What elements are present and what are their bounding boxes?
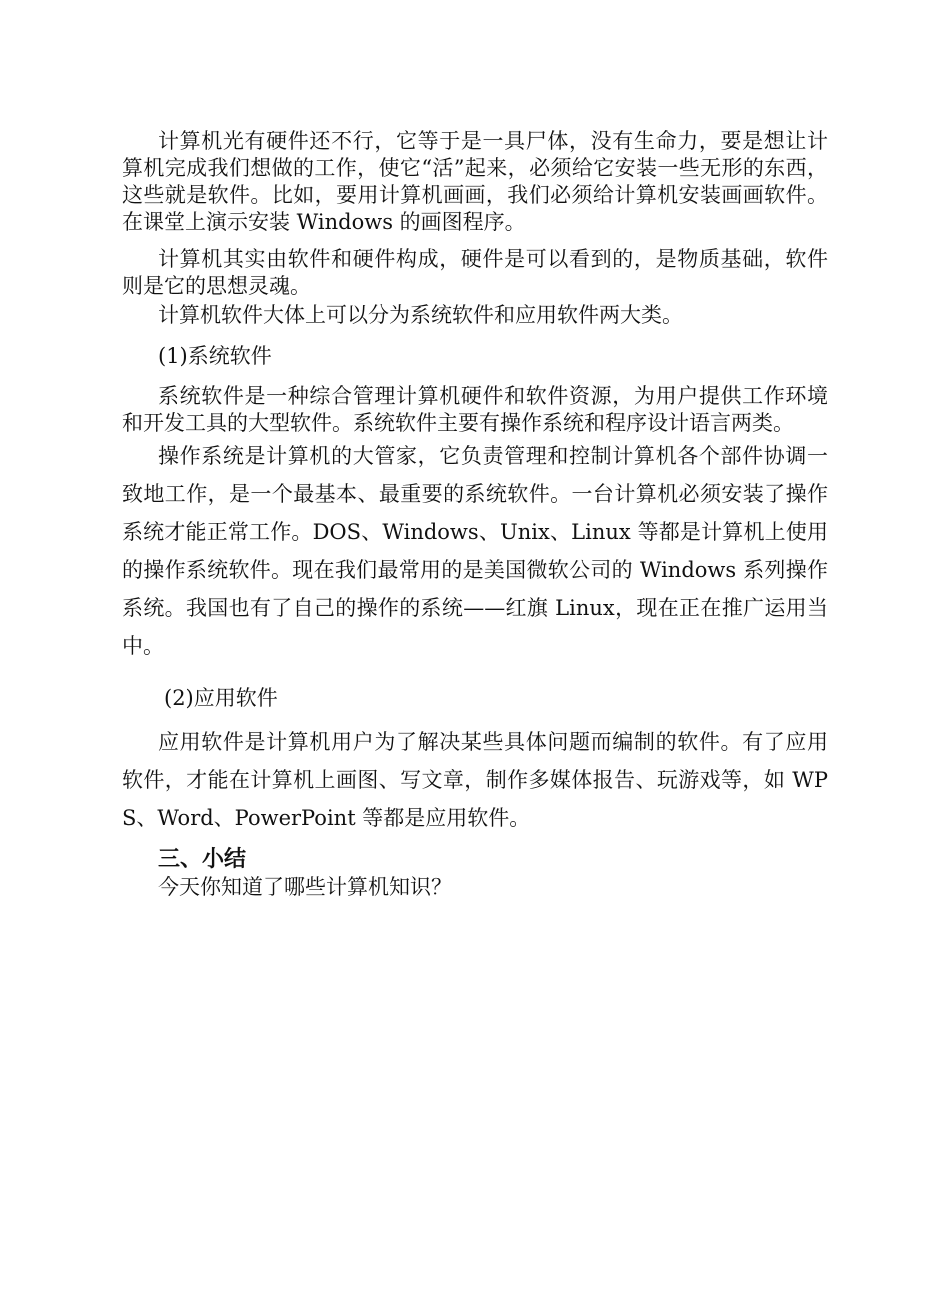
summary-title: 三、小结 [158,846,247,872]
application-software-heading: (2)应用软件 [164,686,278,710]
categories-paragraph: 计算机软件大体上可以分为系统软件和应用软件两大类。 [158,303,683,327]
summary-question: 今天你知道了哪些计算机知识？ [158,875,452,899]
intro-paragraph: 计算机光有硬件还不行，它等于是一具尸体，没有生命力，要是想让计算机完成我们想做的工作，使它“活”起来，必须给它安装一些无形的东西，这些就是软件。比如，要用计算机画画，我们必须给计算机安装画画软件。 在课堂上演示安装 Windows 的画图程序。 [122,129,828,234]
system-software-heading: (1)系统软件 [158,344,272,368]
composition-paragraph: 计算机其实由软件和硬件构成，硬件是可以看到的，是物质基础，软件则是它的思想灵魂。 [122,247,828,298]
document-page [122,128,828,901]
operating-system-paragraph: 操作系统是计算机的大管家，它负责管理和控制计算机各个部件协调一致地工作，是一个最基本、最重要的系统软件。一台计算机必须安装了操作系统才能正常工作。DOS、Windows、Unix、Linux 等都是计算机上使用的操作系统软件。现在我们最常用的是美国微软公司的 Windows 系列操作系统。我国也有了自己的操作的系统——红旗 Linux，现在正在推广运用当中。 [122,444,828,658]
system-software-paragraph: 系统软件是一种综合管理计算机硬件和软件资源，为用户提供工作环境和开发工具的大型软件。系统软件主要有操作系统和程序设计语言两类。 [122,384,828,435]
application-software-paragraph: 应用软件是计算机用户为了解决某些具体问题而编制的软件。有了应用软件，才能在计算机上画图、写文章，制作多媒体报告、玩游戏等，如 WPS、Word、PowerPoint 等都是应用软件。 [122,730,828,830]
